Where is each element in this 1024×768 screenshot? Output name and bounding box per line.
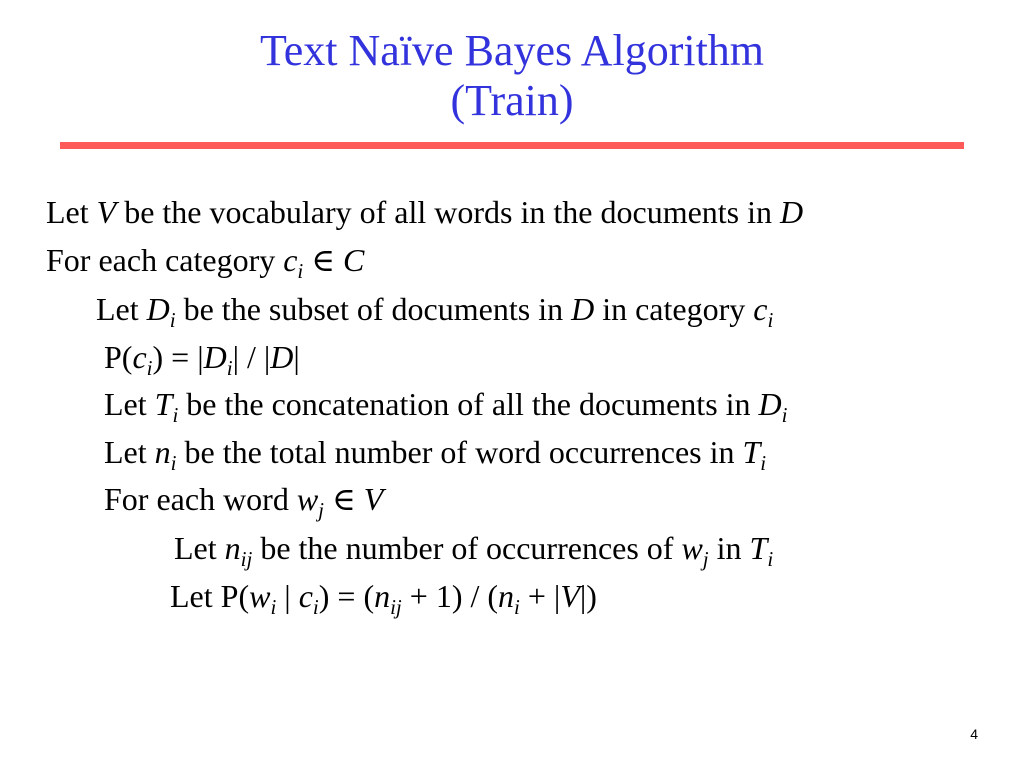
math-fragment: i [297,259,304,283]
math-fragment: Let [104,386,155,422]
math-fragment: ∈ [303,242,343,278]
math-fragment: Let P( [170,578,250,614]
math-fragment: + | [519,578,561,614]
title-line-2: (Train) [450,76,574,125]
math-fragment: ) = ( [318,578,375,614]
math-fragment: i [172,403,179,427]
math-fragment: c [283,242,298,278]
math-fragment: Let [46,194,97,230]
math-fragment: V [96,194,117,230]
math-fragment: | [276,578,299,614]
math-fragment: ij [390,595,402,619]
math-fragment: | [293,339,300,375]
math-fragment: be the total number of word occurrences in [176,434,743,470]
math-fragment: be the concatenation of all the documents in [178,386,759,422]
math-fragment: |) [579,578,597,614]
math-fragment: | / | [232,339,271,375]
math-fragment: n [498,578,515,614]
math-fragment: i [514,595,520,619]
math-fragment: i [270,595,277,619]
math-fragment: P( [104,339,133,375]
line-for-each-category [46,240,365,283]
math-fragment: be the number of occurrences of [252,530,682,566]
math-fragment: C [342,242,365,278]
math-fragment: n [224,530,241,566]
math-fragment: T [742,434,761,470]
math-fragment: For each word [104,481,297,517]
math-fragment: T [749,530,768,566]
math-fragment: in category [594,291,754,327]
math-fragment: c [132,339,147,375]
math-fragment: w [249,578,271,614]
math-fragment: i [169,308,176,332]
math-fragment: i [767,308,774,332]
page-number: 4 [970,726,978,742]
title-line-1: Text Naïve Bayes Algorithm [259,26,765,75]
math-fragment: D [270,339,294,375]
math-fragment: be the subset of documents in [175,291,572,327]
line-for-each-word [104,479,384,522]
math-fragment: D [780,194,804,230]
math-fragment: D [758,386,782,422]
line-let-total-words [104,432,767,475]
line-let-occurrences [174,528,774,571]
math-fragment: w [681,530,703,566]
math-fragment: D [146,291,170,327]
math-fragment: ∈ [324,481,364,517]
math-fragment: D [571,291,595,327]
math-fragment: c [298,578,313,614]
math-fragment: c [753,291,768,327]
math-fragment: i [226,356,233,380]
line-conditional-prob [170,576,597,619]
line-prior-probability [104,337,300,380]
math-fragment: ) = | [152,339,204,375]
math-fragment: ij [240,547,253,571]
math-fragment: i [767,547,774,571]
math-fragment: n [374,578,391,614]
math-fragment: i [760,451,767,475]
math-fragment: V [560,578,580,614]
line-let-subset [96,289,774,332]
math-fragment: V [363,481,384,517]
math-fragment: T [154,386,173,422]
line-let-concatenation [104,384,788,427]
math-fragment: Let [96,291,147,327]
math-fragment: j [702,547,709,571]
math-fragment: w [296,481,319,517]
math-fragment: D [203,339,227,375]
math-fragment: + 1) / ( [401,578,499,614]
line-let-vocabulary [46,192,803,232]
math-fragment: in [708,530,750,566]
math-fragment: be the vocabulary of all words in the documents in [116,194,781,230]
math-fragment: n [154,434,171,470]
math-fragment: i [170,451,177,475]
math-fragment: i [312,595,319,619]
math-fragment: i [781,403,788,427]
math-fragment: For each category [46,242,284,278]
math-fragment: Let [174,530,225,566]
math-fragment: i [146,356,153,380]
math-fragment: j [318,498,325,522]
math-fragment: Let [104,434,155,470]
